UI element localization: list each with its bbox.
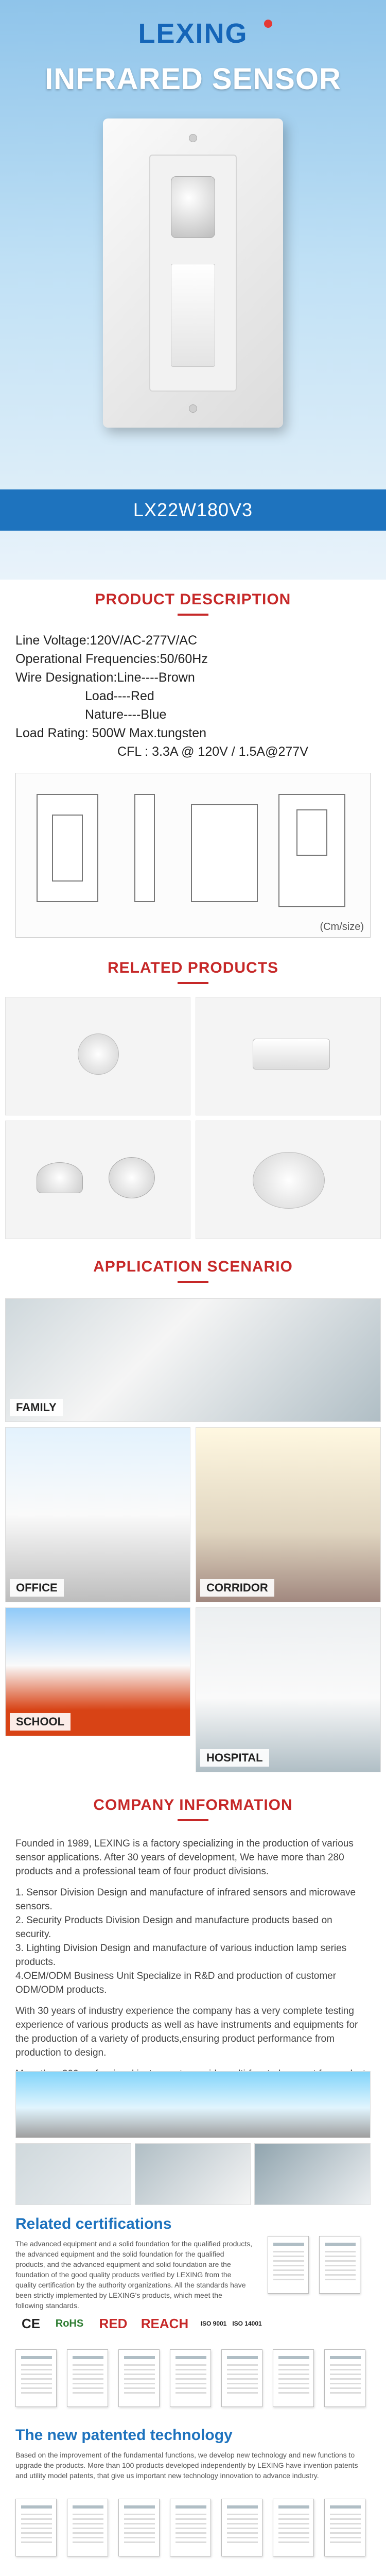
dimension-drawing: [15, 773, 371, 938]
brand-logo: [121, 18, 265, 48]
scenario-label: OFFICE: [10, 1579, 64, 1597]
company-paragraph: 3. Lighting Division Design and manufacture of various induction lamp series products.: [15, 1943, 347, 1968]
section-underline: [178, 614, 208, 616]
related-product-card[interactable]: [5, 997, 190, 1115]
patent-document: [118, 2499, 160, 2556]
patent-document: [324, 2499, 365, 2556]
spec-line: Operational Frequencies:50/60Hz: [15, 652, 208, 666]
factory-interior-photo: [135, 2143, 251, 2205]
spec-list: [15, 631, 371, 761]
section-related-products: [0, 948, 386, 994]
certificate-document: [221, 2349, 262, 2407]
section-underline: [178, 1281, 208, 1283]
patent-document: [170, 2499, 211, 2556]
certificate-document: [268, 2236, 309, 2294]
scenario-label: FAMILY: [10, 1399, 63, 1416]
section-title: APPLICATION SCENARIO: [93, 1258, 293, 1275]
related-product-card[interactable]: [5, 1121, 190, 1239]
scenario-photo-family: [5, 1298, 381, 1422]
patent-document: [15, 2499, 57, 2556]
spec-line: Line Voltage:120V/AC-277V/AC: [15, 633, 198, 648]
section-product-description: [0, 580, 386, 626]
red-logo: RED: [99, 2315, 128, 2331]
section-application-scenario: [0, 1247, 386, 1293]
scenario-label: HOSPITAL: [200, 1749, 269, 1767]
section-title: PRODUCT DESCRIPTION: [95, 591, 291, 608]
certificate-document: [319, 2236, 360, 2294]
related-product-card[interactable]: [196, 1121, 381, 1239]
rohs-logo: RoHS: [55, 2317, 84, 2329]
scenario-label: CORRIDOR: [200, 1579, 274, 1597]
certifications-title: Related certifications: [15, 2215, 172, 2232]
certificate-document: [118, 2349, 160, 2407]
patent-document: [221, 2499, 262, 2556]
brand-name: LEXING: [138, 18, 248, 49]
sensor-lens: [171, 176, 215, 238]
scenario-photo-school: [5, 1607, 190, 1736]
spec-line: Wire Designation:Line----Brown: [15, 670, 195, 685]
factory-building-photo: [15, 2071, 371, 2138]
certificate-document: [170, 2349, 211, 2407]
certificate-document: [67, 2349, 108, 2407]
certificate-document: [324, 2349, 365, 2407]
unit-note: (Cm/size): [320, 921, 364, 933]
hero-title: INFRARED SENSOR: [45, 62, 341, 96]
company-paragraph: 2. Security Products Division Design and manufacture products based on security.: [15, 1915, 332, 1940]
certifications-text: The advanced equipment and a solid foundation for the qualified products, the advanced equipment and the solid foundation for the qualified products, and the advanced equipment and solid foundation are the foundation of the good quality products verified by LEXING from the quality certification by the authority organizations. All the standards have been strictly implemented by LEXING's products, which meet the following standards.: [15, 2240, 252, 2310]
section-underline: [178, 1819, 208, 1821]
patents-title: The new patented technology: [15, 2427, 233, 2444]
patents-text: Based on the improvement of the fundamental functions, we develop new technology and new functions to upgrade the products. More than 100 products developed independently by LEXING have invention patents and utility model patents, that give us important new technology innovation to advance industry.: [15, 2451, 358, 2480]
certificate-document: [15, 2349, 57, 2407]
hero-banner: [0, 0, 386, 580]
spec-line: Load Rating: 500W Max.tungsten: [15, 726, 207, 740]
patent-document: [67, 2499, 108, 2556]
patent-document: [273, 2499, 314, 2556]
section-title: RELATED PRODUCTS: [107, 959, 279, 976]
company-paragraph: 1. Sensor Division Design and manufacture of infrared sensors and microwave sensors.: [15, 1887, 356, 1912]
scenario-photo-hospital: [196, 1607, 381, 1772]
iso9001-logo: ISO 9001: [200, 2320, 227, 2327]
model-number: LX22W180V3: [0, 489, 386, 531]
reach-logo: REACH: [141, 2315, 189, 2331]
company-paragraph: Founded in 1989, LEXING is a factory specializing in the production of various sensor applications. After 30 years of development, We have more than 280 products and a professional team of four product divisions.: [15, 1838, 354, 1877]
company-paragraph: With 30 years of industry experience the company has a very complete testing experience of various products as well as have instruments and equipments for the production of a variety of products,ensuring product performance from production to design.: [15, 2006, 358, 2058]
sensor-product-image: [103, 118, 283, 428]
section-title: COMPANY INFORMATION: [93, 1797, 293, 1814]
spec-line: Load----Red: [85, 689, 154, 703]
ce-logo: CE: [21, 2315, 41, 2331]
scenario-photo-corridor: [196, 1427, 381, 1602]
iso14001-logo: ISO 14001: [232, 2320, 262, 2327]
scenario-label: SCHOOL: [10, 1713, 71, 1731]
certificate-document: [273, 2349, 314, 2407]
spec-line: Nature----Blue: [85, 707, 167, 722]
factory-interior-photo: [15, 2143, 131, 2205]
spec-line: CFL : 3.3A @ 120V / 1.5A@277V: [117, 744, 308, 759]
factory-interior-photo: [254, 2143, 371, 2205]
sensor-button: [171, 264, 215, 367]
company-paragraph: 4.OEM/ODM Business Unit Specialize in R&D and production of customer ODM/ODM products.: [15, 1971, 337, 1995]
section-underline: [178, 982, 208, 984]
section-company-information: [0, 1785, 386, 1832]
related-product-card[interactable]: [196, 997, 381, 1115]
scenario-photo-office: [5, 1427, 190, 1602]
logo-dot-icon: [264, 20, 272, 28]
